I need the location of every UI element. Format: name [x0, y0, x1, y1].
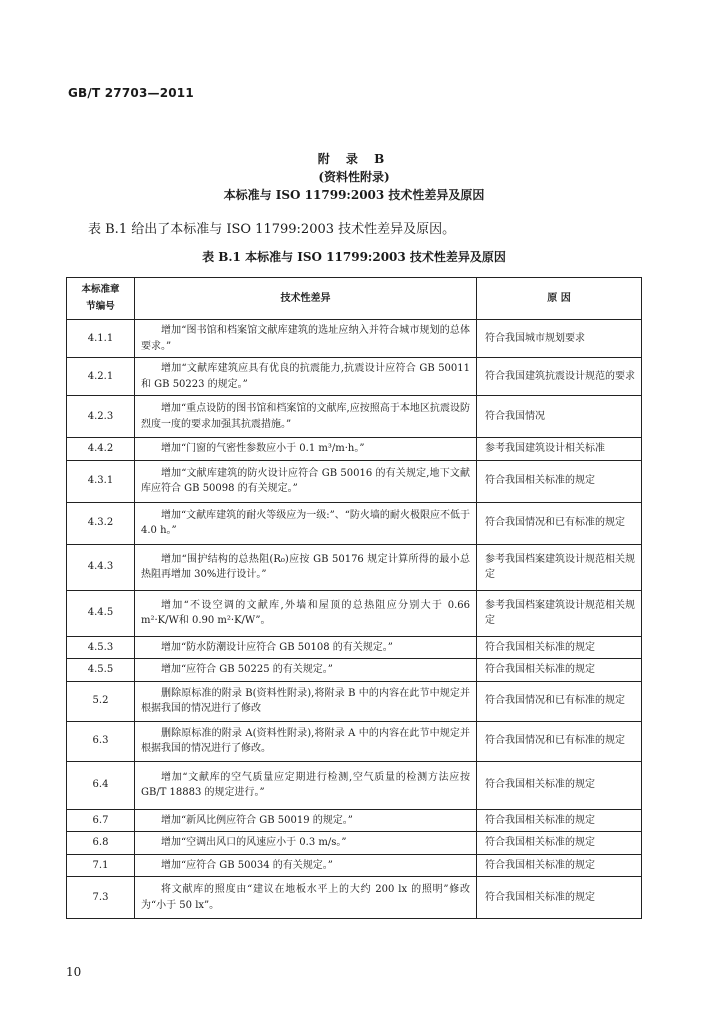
reason-cell: 符合我国相关标准的规定: [477, 832, 642, 855]
difference-cell: 增加“门窗的气密性参数应小于 0.1 m³/m·h。”: [135, 438, 477, 461]
section-number-cell: 6.4: [67, 761, 135, 809]
reason-cell: 参考我国建筑设计相关标准: [477, 438, 642, 461]
section-number-cell: 6.3: [67, 721, 135, 761]
difference-cell: 增加“文献库建筑应具有优良的抗震能力,抗震设计应符合 GB 50011 和 GB 50223 的规定。”: [135, 358, 477, 396]
table-caption: 表 B.1 本标准与 ISO 11799:2003 技术性差异及原因: [202, 250, 506, 264]
difference-cell: 删除原标准的附录 A(资料性附录),将附录 A 中的内容在此节中规定并根据我国的情况进行了修改。: [135, 721, 477, 761]
reason-cell: 符合我国相关标准的规定: [477, 854, 642, 877]
table-row: [67, 854, 642, 877]
header-section-number: [67, 278, 135, 320]
header-reason: 原 因: [477, 278, 642, 320]
header-section-number-line1: 本标准章: [81, 284, 120, 296]
section-number-cell: 7.1: [67, 854, 135, 877]
reason-cell: 符合我国建筑抗震设计规范的要求: [477, 358, 642, 396]
difference-cell: 增加“空调出风口的风速应小于 0.3 m/s。”: [135, 832, 477, 855]
page-number: 10: [66, 965, 82, 979]
annex-heading: 本标准与 ISO 11799:2003 技术性差异及原因: [223, 188, 485, 202]
section-number-cell: 6.7: [67, 809, 135, 832]
reason-cell: 符合我国情况和已有标准的规定: [477, 681, 642, 721]
reason-cell: 参考我国档案建筑设计规范相关规定: [477, 544, 642, 590]
reason-cell: 符合我国相关标准的规定: [477, 659, 642, 682]
section-number-cell: 4.1.1: [67, 320, 135, 358]
table-row: [67, 659, 642, 682]
table-row: [67, 320, 642, 358]
section-number-cell: 4.2.3: [67, 396, 135, 438]
table-row: [67, 460, 642, 502]
table-row: [67, 358, 642, 396]
table-row: [67, 832, 642, 855]
section-number-cell: 4.4.5: [67, 590, 135, 636]
table-row: [67, 681, 642, 721]
difference-cell: 增加“新风比例应符合 GB 50019 的规定。”: [135, 809, 477, 832]
table-row: [67, 761, 642, 809]
section-number-cell: 4.4.3: [67, 544, 135, 590]
differences-table: [66, 277, 642, 919]
table-row: [67, 877, 642, 919]
difference-cell: 增加“围护结构的总热阻(R₀)应按 GB 50176 规定计算所得的最小总热阻再增加 30%进行设计。”: [135, 544, 477, 590]
section-number-cell: 4.2.1: [67, 358, 135, 396]
table-row: [67, 590, 642, 636]
difference-cell: 将文献库的照度由“建议在地板水平上的大约 200 lx 的照明”修改为“小于 50 lx”。: [135, 877, 477, 919]
table-row: [67, 438, 642, 461]
difference-cell: 增加“图书馆和档案馆文献库建筑的选址应纳入并符合城市规划的总体要求。”: [135, 320, 477, 358]
difference-cell: 增加“文献库的空气质量应定期进行检测,空气质量的检测方法应按 GB/T 18883 的规定进行。”: [135, 761, 477, 809]
reason-cell: 符合我国情况: [477, 396, 642, 438]
table-row: [67, 809, 642, 832]
section-number-cell: 4.3.1: [67, 460, 135, 502]
difference-cell: 增加“文献库建筑的耐火等级应为一级:”、“防火墙的耐火极限应不低于 4.0 h。”: [135, 502, 477, 544]
annex-subtitle: (资料性附录): [318, 170, 390, 184]
difference-cell: 增加“重点设防的图书馆和档案馆的文献库,应按照高于本地区抗震设防烈度一度的要求加强其抗震措施。”: [135, 396, 477, 438]
standard-code: GB/T 27703—2011: [68, 86, 194, 100]
difference-cell: 增加“应符合 GB 50225 的有关规定。”: [135, 659, 477, 682]
reason-cell: 符合我国相关标准的规定: [477, 877, 642, 919]
reason-cell: 参考我国档案建筑设计规范相关规定: [477, 590, 642, 636]
difference-cell: 增加“防水防潮设计应符合 GB 50108 的有关规定。”: [135, 636, 477, 659]
table-row: [67, 396, 642, 438]
reason-cell: 符合我国相关标准的规定: [477, 460, 642, 502]
reason-cell: 符合我国城市规划要求: [477, 320, 642, 358]
section-number-cell: 4.4.2: [67, 438, 135, 461]
reason-cell: 符合我国情况和已有标准的规定: [477, 502, 642, 544]
table-row: [67, 502, 642, 544]
table-header-row: [67, 278, 642, 320]
header-technical-difference: 技术性差异: [135, 278, 477, 320]
reason-cell: 符合我国情况和已有标准的规定: [477, 721, 642, 761]
section-number-cell: 4.3.2: [67, 502, 135, 544]
section-number-cell: 4.5.3: [67, 636, 135, 659]
difference-cell: 增加“不设空调的文献库,外墙和屋顶的总热阻应分别大于 0.66 m²·K/W和 0.90 m²·K/W”。: [135, 590, 477, 636]
reason-cell: 符合我国相关标准的规定: [477, 636, 642, 659]
reason-cell: 符合我国相关标准的规定: [477, 761, 642, 809]
table-row: [67, 636, 642, 659]
difference-cell: 增加“应符合 GB 50034 的有关规定。”: [135, 854, 477, 877]
table-row: [67, 721, 642, 761]
annex-title: 附 录 B: [317, 152, 391, 166]
section-number-cell: 5.2: [67, 681, 135, 721]
difference-cell: 增加“文献库建筑的防火设计应符合 GB 50016 的有关规定,地下文献库应符合 GB 50098 的有关规定。”: [135, 460, 477, 502]
section-number-cell: 4.5.5: [67, 659, 135, 682]
reason-cell: 符合我国相关标准的规定: [477, 809, 642, 832]
section-number-cell: 7.3: [67, 877, 135, 919]
intro-paragraph: 表 B.1 给出了本标准与 ISO 11799:2003 技术性差异及原因。: [88, 222, 456, 237]
table-row: [67, 544, 642, 590]
difference-cell: 删除原标准的附录 B(资料性附录),将附录 B 中的内容在此节中规定并根据我国的情况进行了修改: [135, 681, 477, 721]
header-section-number-line2: 节编号: [86, 300, 115, 312]
section-number-cell: 6.8: [67, 832, 135, 855]
